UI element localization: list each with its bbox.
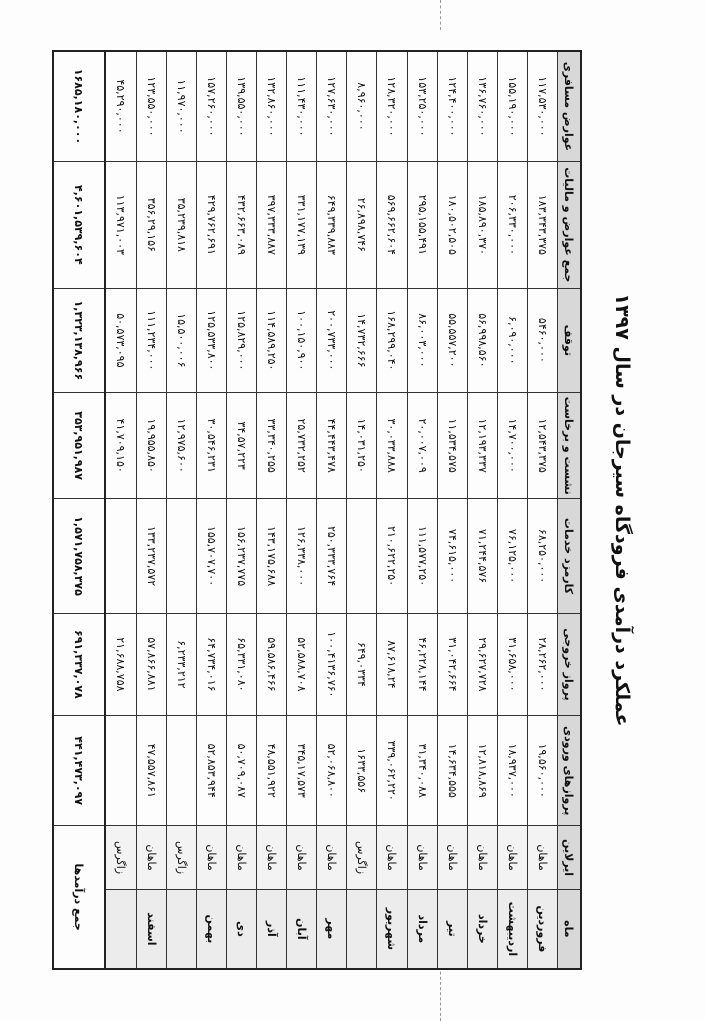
table-cell-c3: ۱۵۶,۲۳۷,۷۷۵ [226,499,256,613]
table-cell-month [347,889,377,969]
table-cell-c3: ۱۳۳,۲۳۷,۵۷۲ [136,499,166,613]
table-row [136,51,166,969]
table-cell-c3: ۷۶,۱۲۵,۰۰۰ [497,499,527,613]
table-cell-c4: ۲۰,۰۰۷,۰۰۹ [407,392,437,498]
table-cell-airline: ماهان [377,826,407,889]
table-cell-c2: ۵۷,۸۶۶,۸۸۱ [136,613,166,715]
table-cell-c7: ۱۲۸,۳۲۰,۰۰۰ [377,51,407,161]
table-cell-c6: ۳۵۶,۲۹,۱۵۶ [136,161,166,288]
table-cell-c5: ۵۰,۵۷۳,۰۹۵ [105,288,136,392]
table-row [226,51,256,969]
table-cell-c6: ۵۶۹,۶۶۲,۶۰۴ [377,161,407,288]
table-cell-c5: ۸۶,۰۰۳,۰۰۰ [407,288,437,392]
table-cell-airline: ماهان [407,826,437,889]
table-cell-c4: ۳۴,۵۷,۲۲۳ [226,392,256,498]
table-cell-c7: ۸,۹۶۰,۰۰۰ [347,51,377,161]
table-cell-c7: ۱۳۲,۸۶۰,۰۰۰ [257,51,287,161]
table-cell-c5: ۱۰۰,۱۵۰,۹۰۰ [287,288,317,392]
table-cell-c6: ۱۸۵,۸۹۰,۳۷۰ [467,161,497,288]
table-cell-c7: ۱۳۶,۷۶۰,۰۰۰ [467,51,497,161]
header-airline: ایرلاین [558,826,582,889]
table-cell-c4: ۳۰,۵۴۶,۲۳۱ [196,392,226,498]
table-cell-c4: ۲۵,۷۳۲,۲۵۲ [287,392,317,498]
table-cell-c3: ۶۸,۲۵۰,۰۰۰ [527,499,557,613]
table-cell-c3 [347,499,377,613]
table-cell-airline: ماهان [226,826,256,889]
rotated-document [52,50,652,970]
table-cell-month: مرداد [407,889,437,969]
table-cell-c3: ۱۲۶,۳۳۸,۰۰۰ [287,499,317,613]
table-cell-c3: ۱۵۵,۷۰۷,۷۰۰ [196,499,226,613]
table-cell-c5: ۱۲۵,۵۳۳,۸۰۰ [196,288,226,392]
table-header-row [558,51,582,969]
table-cell-airline: زاگرس [166,826,196,889]
table-cell-month: فروردین [527,889,557,969]
table-cell-c2: ۵۲,۵۸۸,۷۰۸ [287,613,317,715]
table-row [105,51,136,969]
table-cell-airline: ماهان [287,826,317,889]
table-cell-airline: ماهان [437,826,467,889]
table-cell-month: اسفند [136,889,166,969]
table-cell-c3: ۱۴۳,۱۷۵,۶۸۸ [257,499,287,613]
table-cell-c2: ۲۱,۶۸۸,۷۵۸ [105,613,136,715]
table-cell-c1: ۱۹,۵۶۰,۰۰۰ [527,716,557,826]
header-col-4: نشست و برخاست [558,392,582,498]
table-cell-airline: ماهان [497,826,527,889]
table-cell-c6: ۲۹۵,۱۵۵,۴۹۱ [407,161,437,288]
table-cell-c5: ۱۴,۷۳۲,۶۶۶ [347,288,377,392]
table-row [166,51,196,969]
table-cell-c3: ۷۱,۲۴۴,۵۷۶ [467,499,497,613]
table-cell-c4: ۱۲,۹۷۵,۶۰۰ [166,392,196,498]
table-cell-month: خرداد [467,889,497,969]
table-cell-month: آذر [257,889,287,969]
table-cell-airline: ماهان [527,826,557,889]
table-cell-c2: ۶,۲۳۳,۲۱۲ [166,613,196,715]
table-cell-c3: ۱۱۱,۵۷۷,۲۵۰ [407,499,437,613]
table-cell-c3 [105,499,136,613]
table-cell-c6: ۶۴۹,۳۳۹,۸۸۳ [317,161,347,288]
table-cell-c1: ۳۱,۳۴۰,۰۸۸ [407,716,437,826]
header-col-3: کارمزد خدمات [558,499,582,613]
table-row [467,51,497,969]
table-total-row [53,51,105,969]
table-cell-c2: ۳۱,۶۵۸,۰۰۰ [497,613,527,715]
table-cell-c4: ۴۴,۴۴۳,۴۷۸ [317,392,347,498]
table-cell-c1: ۵۲,۸۵۳,۹۴۴ [196,716,226,826]
table-cell-c1: ۴۸,۵۵۱,۹۲۲ [257,716,287,826]
table-row [497,51,527,969]
table-cell-c2: ۶۵,۳۳۱,۰۸۰ [226,613,256,715]
table-cell-c5: ۲۰۰,۷۳۳,۰۰۰ [317,288,347,392]
table-row [377,51,407,969]
revenue-table [52,50,582,970]
total-cell-c3: ۱,۵۷۱,۷۵۸,۳۷۵ [53,499,105,613]
table-row [527,51,557,969]
table-cell-c4: ۴۱,۷۰۹,۱۵۰ [105,392,136,498]
table-cell-c6: ۲۰۶,۳۳۰,۰۰۰ [497,161,527,288]
table-cell-c4: ۱۹,۹۵۵,۸۵۰ [136,392,166,498]
table-row [437,51,467,969]
table-cell-c5: ۱۱۴,۵۸۹,۲۵۰ [257,288,287,392]
table-cell-c7: ۱۵۷,۲۶۰,۰۰۰ [196,51,226,161]
table-cell-c1 [105,716,136,826]
table-cell-c1: ۳۴۵,۱۷,۵۷۳ [287,716,317,826]
table-cell-airline: ماهان [136,826,166,889]
table-cell-month: اردیبهشت [497,889,527,969]
total-cell-c4: ۳۵۳,۹۵۱,۹۸۷ [53,392,105,498]
table-cell-c5: ۱۲۵,۸۲۹,۰۰۰ [226,288,256,392]
table-cell-c7: ۱۱۱,۴۳۰,۰۰۰ [287,51,317,161]
table-cell-c7: ۱۵۳,۲۵۰,۰۰۰ [407,51,437,161]
table-cell-c1: ۱۲,۸۱۸,۸۶۹ [467,716,497,826]
table-cell-c6: ۴۳۲,۶۶۳,۰۸۹ [226,161,256,288]
table-row [407,51,437,969]
header-col-7: عوارض مسافری [558,51,582,161]
table-cell-c2: ۳۱,۰۴۲,۶۶۴ [437,613,467,715]
table-cell-c2: ۴۶,۲۲۸,۱۴۴ [407,613,437,715]
table-cell-c2: ۸۷,۶۱۸,۲۴ [377,613,407,715]
table-cell-airline: ماهان [467,826,497,889]
table-cell-c5: ۱۶۸,۲۹۹,۰۴۰ [377,288,407,392]
table-cell-c5: ۶,۰۹۰,۰۰۰ [497,288,527,392]
table-cell-c6: ۱۸۰,۵۰۲,۵۰۵ [437,161,467,288]
table-cell-c2: ۲۹,۶۲۷,۷۲۸ [467,613,497,715]
table-cell-airline: ماهان [317,826,347,889]
table-cell-c4: ۱۲,۵۴۳,۳۷۵ [527,392,557,498]
table-cell-c5: ۵۵,۵۵۷,۲۰۰ [437,288,467,392]
table-cell-month: دی [226,889,256,969]
table-row [287,51,317,969]
table-cell-c6: ۳۹۷,۳۳۳,۸۸۷ [257,161,287,288]
table-cell-c1 [166,716,196,826]
table-row [257,51,287,969]
total-cell-c1: ۴۴۱,۴۷۳,۰۹۷ [53,716,105,826]
total-cell-c6: ۴,۶۰۱,۵۳۹,۶۰۴ [53,161,105,288]
table-cell-c1: ۱۴,۶۳۴,۵۵۵ [437,716,467,826]
table-cell-c3 [166,499,196,613]
table-cell-c6: ۳۵,۲۳۹,۸۱۸ [166,161,196,288]
table-cell-c7: ۱۱۷,۵۳۰,۰۰۰ [527,51,557,161]
table-cell-c7: ۱۲۷,۶۳۰,۰۰۰ [317,51,347,161]
table-cell-c4: ۳۰,۰۳۳,۸۸۸ [377,392,407,498]
table-cell-c3: ۲۱۰,۶۲۲,۲۵۰ [377,499,407,613]
table-cell-c7: ۱۱,۹۷۰,۰۰۰ [166,51,196,161]
header-col-5: توقف [558,288,582,392]
table-cell-c2: ۲۸,۲۶۲,۰۰۰ [527,613,557,715]
table-cell-c1: ۵۲,۰۶۸,۸۰۰ [317,716,347,826]
table-cell-c7: ۱۲۴,۴۰۰,۰۰۰ [437,51,467,161]
table-cell-c2: ۶۴۹,۰۳۳۴ [347,613,377,715]
table-cell-c1: ۱۶۳۳,۵۵۶ [347,716,377,826]
table-cell-month: مهر [317,889,347,969]
table-cell-c6: ۳۳۱,۱۷۷,۱۳۹ [287,161,317,288]
total-cell-c2: ۶۹۱,۳۳۷,۰۷۸ [53,613,105,715]
total-cell-c5: ۱,۳۲۳,۱۳۸,۹۶۶ [53,288,105,392]
table-cell-c4: ۱۲,۱۹۳,۳۳۷ [467,392,497,498]
table-cell-airline: ماهان [257,826,287,889]
table-cell-c5: ۱۱۱,۲۳۴,۰۰۰ [136,288,166,392]
table-cell-c4: ۳۳,۳۴۰,۲۵۵ [257,392,287,498]
table-cell-c7: ۴۵,۲۹۰,۰۰۰ [105,51,136,161]
header-month: ماه [558,889,582,969]
table-cell-c5: ۵۶,۹۹۸,۵۶۰ [467,288,497,392]
table-cell-month: شهریور [377,889,407,969]
table-body [53,51,558,969]
header-col-2: پرواز خروجی [558,613,582,715]
scan-fold-mark-top [440,0,442,30]
table-cell-c3: ۲۵۰,۳۳۳,۷۶۴ [317,499,347,613]
total-label: جمع درآمدها [53,826,105,969]
table-cell-month [105,889,136,969]
table-cell-month [166,889,196,969]
table-cell-c2: ۱۰۰,۴۱۳۶,۷۶۰ [317,613,347,715]
table-cell-c6: ۱۱۳,۹۷۱,۰۰۳ [105,161,136,288]
total-cell-c7: ۱۶۸۵,۱۸۰,۰۰۰ [53,51,105,161]
table-cell-c3: ۷۴,۶۱۵,۰۰۰ [437,499,467,613]
header-col-1: پروازهای ورودی [558,716,582,826]
table-cell-c7: ۱۵۵,۱۹۰,۰۰۰ [497,51,527,161]
table-cell-c1: ۵۰,۷۰۹,۰۸۷ [226,716,256,826]
table-cell-airline: زاگرس [105,826,136,889]
revenue-table-wrapper [52,50,582,970]
table-cell-airline: ماهان [196,826,226,889]
table-cell-c5: ۵۴۶۰,۰۰۰ [527,288,557,392]
table-cell-c4: ۱۱,۵۳۴,۵۷۵ [437,392,467,498]
table-cell-month: بهمن [196,889,226,969]
header-col-6: جمع عوارض و مالیات [558,161,582,288]
table-cell-c4: ۱۴,۰۳۱,۲۵۰ [347,392,377,498]
table-cell-c7: ۱۳۹,۵۵۰,۰۰۰ [226,51,256,161]
table-row [317,51,347,969]
table-cell-c2: ۵۹,۵۸۶,۴۶۶ [257,613,287,715]
table-cell-c5: ۱۵,۵۰۰,۰۰۶ [166,288,196,392]
table-cell-c1: ۳۳۹,۰۶۲,۲۲۰ [377,716,407,826]
table-cell-c1: ۴۷,۵۵۷,۸۶۱ [136,716,166,826]
table-cell-c1: ۱۸,۹۳۷,۰۰۰ [497,716,527,826]
document-title: عملکرد درآمدی فرودگاه سیرجان در سال ۱۳۹۷ [611,293,633,727]
table-cell-airline: زاگرس [347,826,377,889]
table-cell-c6: ۱۸۳,۳۴۳,۳۷۵ [527,161,557,288]
table-cell-c6: ۴۲۹,۷۶۲,۶۹۱ [196,161,226,288]
table-cell-c2: ۶۴,۷۳۴,۰۱۶ [196,613,226,715]
table-row [347,51,377,969]
table-cell-c6: ۲۶,۸۹۸,۷۴۶ [347,161,377,288]
table-cell-month: آبان [287,889,317,969]
table-cell-month: تیر [437,889,467,969]
table-cell-c4: ۱۴,۷۰۰,۰۰۰ [497,392,527,498]
table-cell-c7: ۱۲۳,۵۵۰,۰۰۰ [136,51,166,161]
table-row [196,51,226,969]
